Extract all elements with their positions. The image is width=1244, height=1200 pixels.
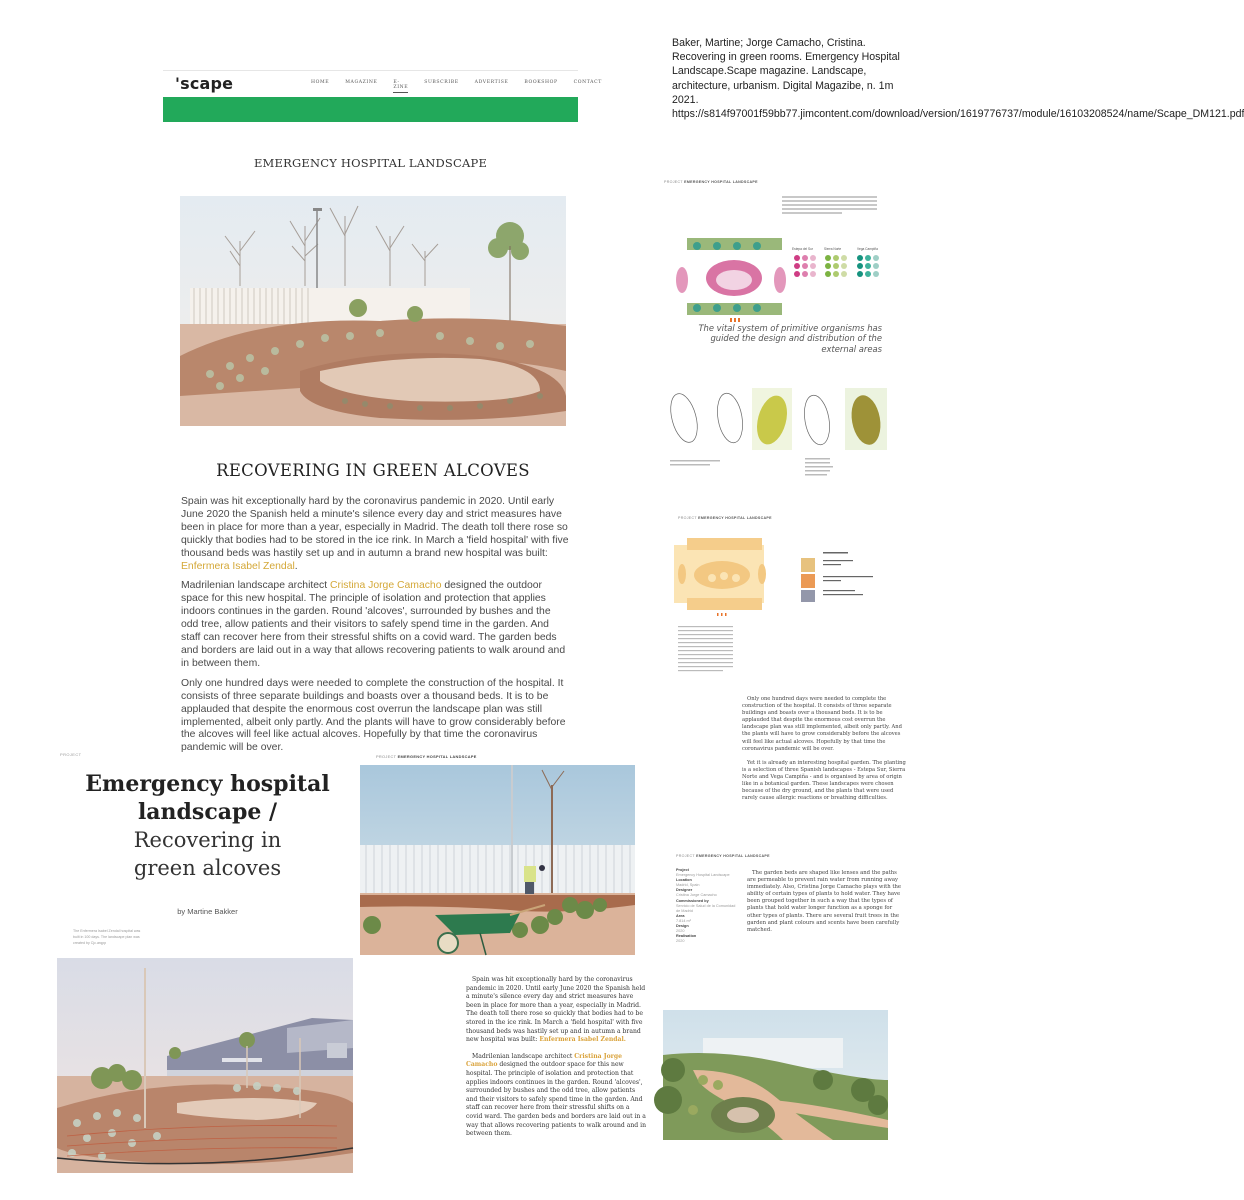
page-label-title: EMERGENCY HOSPITAL LANDSCAPE: [397, 754, 477, 759]
title-bold-line-1: Emergency hospital: [85, 771, 330, 797]
garden-photo-fence: [180, 196, 566, 426]
project-text: The garden beds are shaped like lenses and the paths are permeable to prevent rain water from running away immediately. Also, Cristina Jorge Camacho plays with the ability of certain types of plants to hold water. They have been grouped together in such a way that the types of plants that hold water longer function as a sponge for other types of plants. There are several fruit trees in the garden and plant colours and scents have been carefully matched.: [747, 870, 902, 933]
legend-estepa: Estepa del Sur: [792, 247, 813, 251]
nav-bookshop[interactable]: BOOKSHOP: [524, 80, 558, 85]
project-facts: [676, 868, 736, 944]
fact-key: Realisation: [676, 934, 697, 939]
nav-magazine[interactable]: MAGAZINE: [345, 80, 378, 85]
hospital-link[interactable]: Enfermera Isabel Zendal: [181, 560, 295, 572]
rendering-photo: [663, 1010, 888, 1140]
fact-value: Cristina Jorge Camacho: [676, 893, 717, 898]
page-label-title: EMERGENCY HOSPITAL LANDSCAPE: [684, 180, 758, 184]
diagram-quote: The vital system of primitive organisms has guided the design and distribution of the external areas: [698, 323, 882, 354]
architect-name: Cristina Jorge Camacho: [466, 1052, 623, 1069]
page-label-title: EMERGENCY HOSPITAL LANDSCAPE: [698, 516, 772, 520]
project-facts-page: [670, 848, 910, 958]
diagram-page: [662, 178, 888, 358]
page-label-prefix: PROJECT: [678, 516, 697, 520]
magazine-paragraph-2: [466, 1053, 646, 1139]
article-paragraph-1: [181, 496, 569, 573]
page-label: [664, 180, 758, 184]
website-header: [163, 70, 602, 122]
title-light-line-1: Recovering in: [133, 828, 282, 852]
page-label-prefix: PROJECT: [676, 854, 695, 858]
article-heading: RECOVERING IN GREEN ALCOVES: [216, 461, 530, 480]
text-paragraph-1: Only one hundred days were needed to complete the construction of the hospital. It consists of three separate buildings and boasts over a thousand beds. It is to be applauded that despite the enormous cost overrun the landscape plan was still implemented, albeit only partly. And the plants will have to grow considerably before the alcoves will feel like actual alcoves. Hopefully by that time the coronavirus pandemic will be over.: [742, 696, 902, 752]
site-plan: [662, 510, 898, 680]
nav-contact[interactable]: CONTACT: [573, 80, 602, 85]
fact-key: Designer: [676, 888, 693, 893]
fact-key: Design: [676, 924, 689, 929]
legend-sierra: Sierra Norte: [824, 247, 842, 251]
magazine-text-block: [742, 696, 908, 809]
photo-caption: The Enfermera Isabel Zendal hospital was built in 100 days. The landscape plan was created by Cjc.arqpp: [73, 929, 141, 945]
fact-key: Commissioned by: [676, 898, 709, 903]
wheelbarrow-photo: [360, 765, 635, 955]
fact-value: 2020: [676, 929, 685, 934]
fact-value: Madrid, Spain: [676, 883, 700, 888]
page-label-prefix: PROJECT: [664, 180, 683, 184]
page-label-title: EMERGENCY HOSPITAL LANDSCAPE: [696, 854, 770, 858]
main-nav: [311, 80, 618, 93]
paragraph-text: Madrilenian landscape architect: [181, 580, 331, 592]
fact-value: Servicio de Salud de la Comunidad de Madrid: [676, 903, 736, 913]
magazine-body: [466, 976, 646, 1147]
nav-home[interactable]: HOME: [311, 80, 330, 85]
brand-banner: [163, 97, 578, 122]
organism-cells-page: [662, 380, 888, 485]
nav-advertise[interactable]: ADVERTISE: [474, 80, 509, 85]
title-light-line-2: green alcoves: [133, 856, 282, 880]
hospital-building-photo: [57, 958, 353, 1173]
page-label-prefix: PROJECT: [376, 754, 397, 759]
fact-key: Area: [676, 913, 685, 918]
legend-vega: Vega Campiña: [857, 247, 878, 251]
fact-key: Project: [676, 868, 689, 872]
paragraph-text: .: [294, 560, 298, 572]
nav-e-zine[interactable]: E-ZINE: [393, 80, 408, 93]
paragraph-text: designed the outdoor space for this new hospital. The principle of isolation and protection that applies indoors continues in the garden. Round 'alcoves', surrounded by bushes and the odd tree, allow patients and their visitors to safely spend time in the garden. And staff can recover here from their stressful shifts on a covid ward. The garden beds and borders are laid out in a way that allows recovering patients to walk around and in between them.: [181, 580, 566, 669]
article-paragraph-3: Only one hundred days were needed to complete the construction of the hospital. It consists of three separate buildings and boasts over a thousand beds. It is to be applauded that despite the enormous cost overrun the landscape plan was still implemented, albeit only partly. And the plants will have to grow considerably before the alcoves will feel like actual alcoves. Hopefully by that time the coronavirus pandemic will be over.: [181, 677, 566, 754]
page-label: [376, 754, 477, 759]
fact-value: Emergency Hospital Landscape: [676, 873, 730, 878]
organism-site-diagram: [662, 188, 888, 328]
paragraph-text: Madrilenian landscape architect: [472, 1052, 575, 1060]
paragraph-text: Spain was hit exceptionally hard by the coronavirus pandemic in 2020. Until early June 2020 the Spanish held a minute's silence every day and strict measures have been in place for more than a year, especially in Madrid. The death toll there rose so quickly that bodies had to be stored in the ice rink. In March a 'field hospital' with five thousand beds was hastily set up and in autumn a brand new hospital was built:: [466, 976, 646, 1044]
architect-link[interactable]: Cristina Jorge Camacho: [330, 580, 442, 592]
nav-subscribe[interactable]: SUBSCRIBE: [424, 80, 459, 85]
hospital-name: Enfermera Isabel Zendal.: [539, 1036, 626, 1044]
article-paragraph-2: [181, 580, 569, 670]
page-label: [676, 854, 770, 858]
fact-key: Location: [676, 878, 692, 883]
fact-value: 2020: [676, 939, 685, 944]
section-label: PROJECT: [60, 752, 82, 757]
fact-value: 7.814 m²: [676, 918, 691, 923]
paragraph-text: Spain was hit exceptionally hard by the coronavirus pandemic in 2020. Until early June 2020 the Spanish held a minute's silence every day and strict measures have been in place for more than a year, especially in Madrid. The death toll there rose so quickly that bodies had to be stored in the ice rink. In March a 'field hospital' with five thousand beds was hastily set up and in autumn a brand new hospital was built:: [181, 496, 569, 559]
title-bold-line-2: landscape /: [137, 799, 278, 825]
magazine-paragraph-1: [466, 976, 646, 1045]
text-paragraph-2: Yet it is already an interesting hospital garden. The planting is a selection of three Spanish landscapes - Estepa Sur, Sierra Norte and Vega Campiña - and is organised by area of origin like in a botanical garden. These landscapes were chosen because of the dry ground, and the plants that were used rarely cause allergic reactions or breathing difficulties.: [742, 759, 906, 802]
article-body: [181, 496, 569, 762]
magazine-title: [60, 770, 355, 882]
site-plan-page: [662, 510, 898, 680]
scape-logo[interactable]: 'scape: [175, 74, 234, 93]
byline: by Martine Bakker: [177, 907, 238, 916]
web-section-title: EMERGENCY HOSPITAL LANDSCAPE: [253, 156, 488, 170]
citation-text: Baker, Martine; Jorge Camacho, Cristina. Recovering in green rooms. Emergency Hospital Landscape.Scape magazine. Landscape, architecture, urbanism. Digital Magazibe, n. 1m 2021. https://s814f97001f59bb77.jimcontent.com/download/version/1619776737/module/16103208524/name/Scape_DM121.pdf: [672, 37, 1244, 121]
paragraph-text: designed the outdoor space for this new hospital. The principle of isolation and protection that applies indoors continues in the garden. Round 'alcoves', surrounded by bushes and the odd tree, allow patients and their visitors to safely spend time in the garden. And staff can recover here from their stressful shifts on a covid ward. The garden beds and borders are laid out in a way that allows recovering patients to walk around and in between them.: [466, 1061, 647, 1138]
